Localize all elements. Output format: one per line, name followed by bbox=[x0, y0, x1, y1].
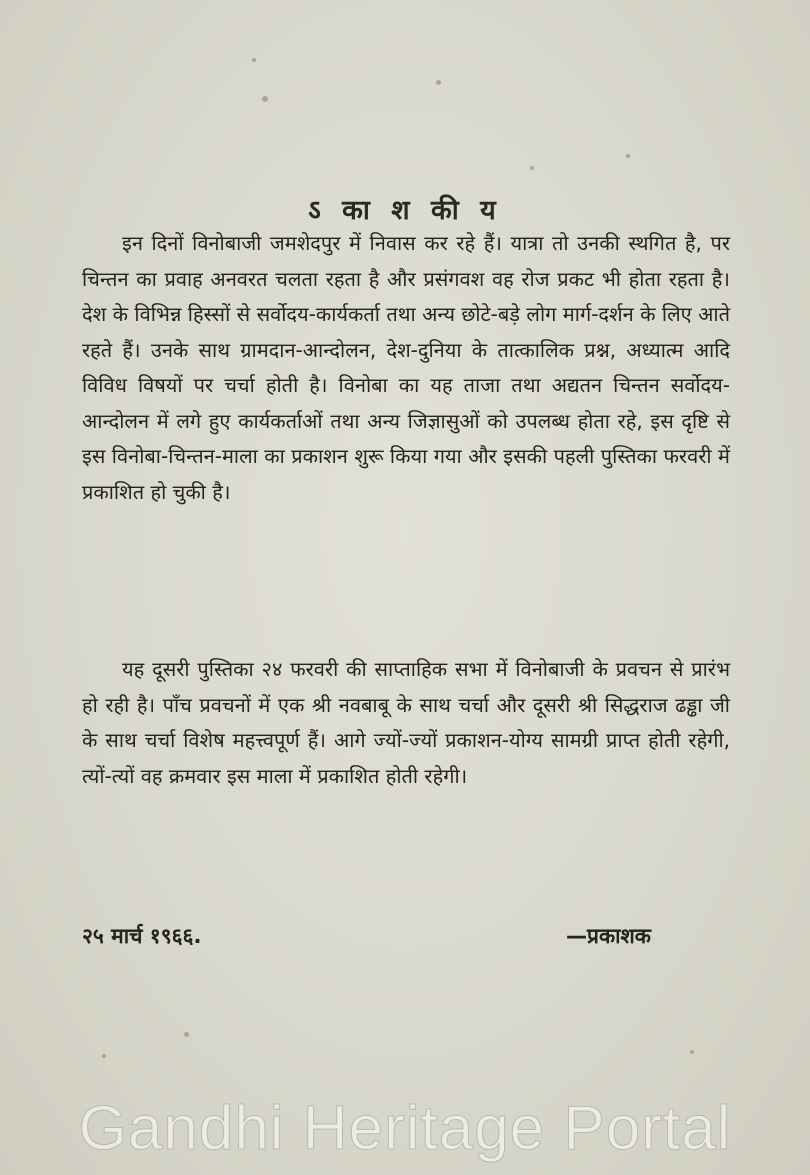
paper-speck bbox=[102, 1054, 106, 1058]
paper-speck bbox=[690, 1050, 694, 1054]
paper-speck bbox=[626, 154, 630, 158]
publisher-signature: —प्रकाशक bbox=[566, 924, 651, 948]
paragraph-text: यह दूसरी पुस्तिका २४ फरवरी की साप्ताहिक सभा में विनोबाजी के प्रवचन से प्रारंभ हो रही है। पाँच प्रवचनों में एक श्री नवबाबू के साथ चर्चा और दूसरी श्री सिद्धराज ढड्ढा जी के साथ चर्चा विशेष महत्त्वपूर्ण हैं। आगे ज्यों-ज्यों प्रकाशन-योग्य सामग्री प्राप्त होती रहेगी, त्यों-त्यों वह क्रमवार इस माला में प्रकाशित होती रहेगी। bbox=[82, 657, 730, 788]
paragraph-text: इन दिनों विनोबाजी जमशेदपुर में निवास कर रहे हैं। यात्रा तो उनकी स्थगित है, पर चिन्तन का प्रवाह अनवरत चलता रहता है और प्रसंगवश वह रोज प्रकट भी होता रहता है। देश के विभिन्न हिस्सों से सर्वोदय-कार्यकर्ता तथा अन्य छोटे-बड़े लोग मार्ग-दर्शन के लिए आते रहते हैं। उनके साथ ग्रामदान-आन्दोलन, देश-दुनिया के तात्कालिक प्रश्न, अध्यात्म आदि विविध विषयों पर चर्चा होती है। विनोबा का यह ताजा तथा अद्यतन चिन्तन सर्वोदय-आन्दोलन में लगे हुए कार्यकर्ताओं तथा अन्य जिज्ञासुओं को उपलब्ध होता रहे, इस दृष्टि से इस विनोबा-चिन्तन-माला का प्रकाशन शुरू किया गया और इसकी पहली पुस्तिका फरवरी में प्रकाशित हो चुकी है। bbox=[82, 231, 730, 504]
paper-speck bbox=[530, 166, 534, 170]
page-heading: ऽ का श की य bbox=[308, 195, 502, 227]
paper-speck bbox=[184, 1032, 189, 1037]
body-paragraph-2 bbox=[82, 652, 730, 794]
paper-speck bbox=[262, 96, 268, 102]
paper-speck bbox=[436, 80, 441, 85]
paper-speck bbox=[252, 58, 256, 62]
publication-date: २५ मार्च १९६६. bbox=[82, 924, 202, 948]
watermark: Gandhi Heritage Portal bbox=[78, 1094, 732, 1163]
body-paragraph-1 bbox=[82, 226, 730, 510]
